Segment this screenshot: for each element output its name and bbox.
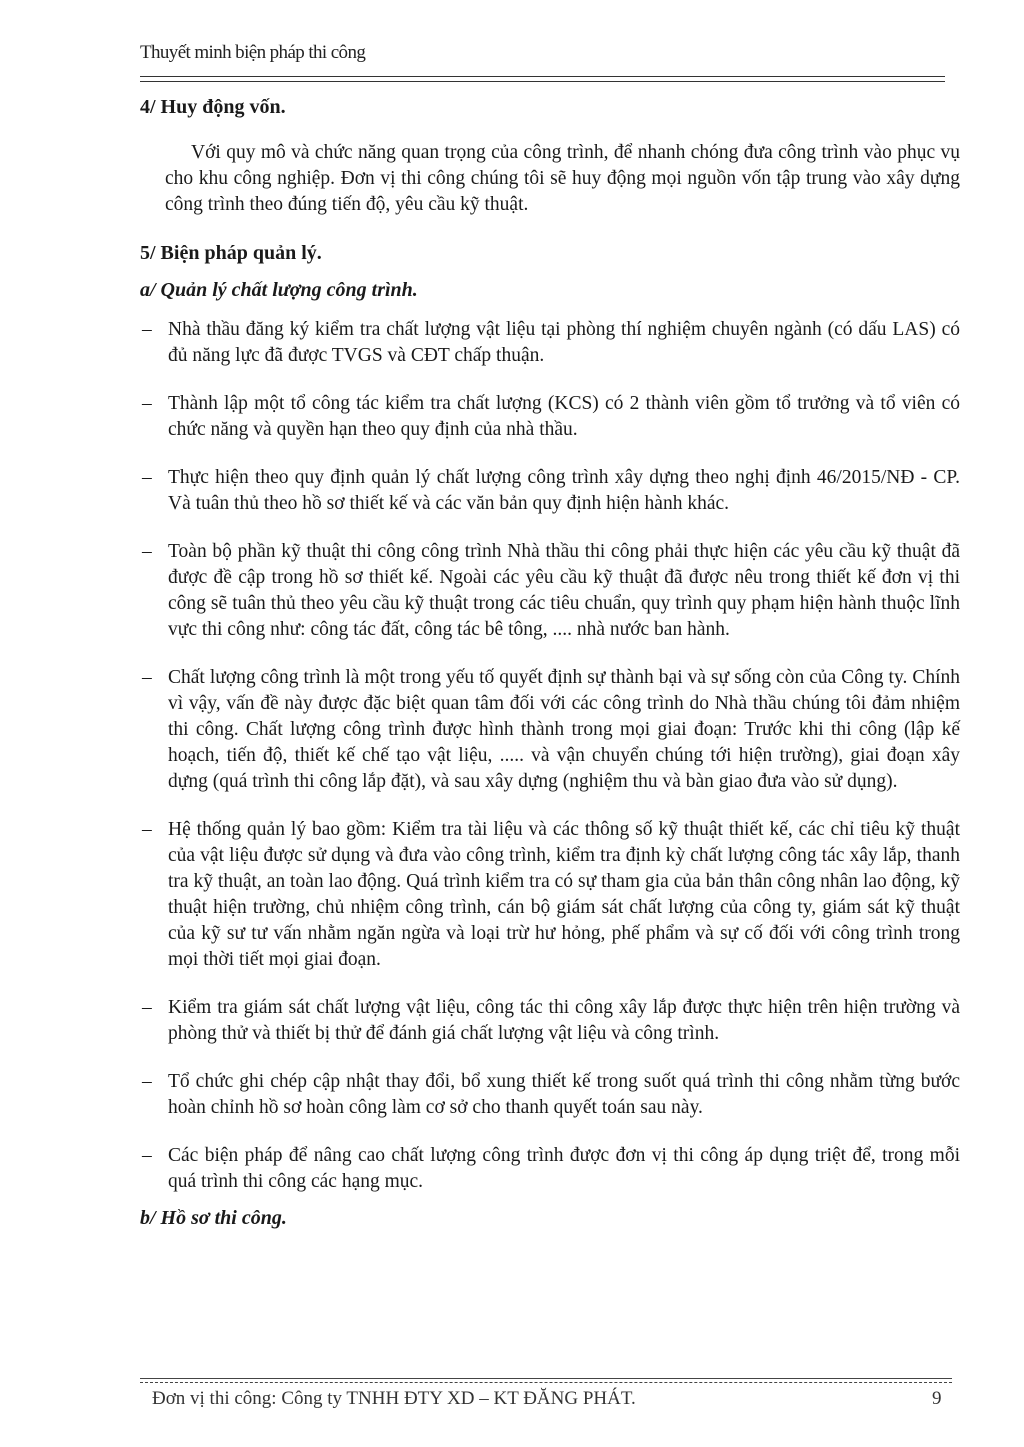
list-item: [140, 995, 960, 1047]
bullet-dash: –: [142, 1145, 152, 1166]
bullet-dash: –: [142, 541, 152, 562]
list-item-text: Chất lượng công trình là một trong yếu tố quyết định sự thành bại và sự sống còn của Công ty. Chính vì vậy, vấn đề này được đặc biệt quan tâm đối với các công trình do Nhà thầu chúng tôi đảm nhiệm thi công. Chất lượng công trình được hình thành trong mọi giai đoạn: Trước khi thi công (lập kế hoạch, tiến độ, thiết kế chế tạo vật liệu, ..... và vận chuyển chúng tới hiện trường), giai đoạn xây dựng (quá trình thi công lắp đặt), và sau xây dựng (nghiệm thu và bàn giao đưa vào sử dụng).: [168, 667, 960, 792]
bullet-dash: –: [142, 319, 152, 340]
list-item: [140, 391, 960, 443]
header-rule-bottom: [140, 81, 945, 82]
list-item: [140, 817, 960, 973]
footer-rule-bottom: [140, 1382, 952, 1383]
bullet-dash: –: [142, 1071, 152, 1092]
list-item-text: Kiểm tra giám sát chất lượng vật liệu, công tác thi công xây lắp được thực hiện trên hiện trường và phòng thử và thiết bị thử để đánh giá chất lượng vật liệu và công trình.: [168, 997, 960, 1044]
list-item: [140, 539, 960, 643]
quality-management-list: [140, 317, 960, 1195]
page-header-title: Thuyết minh biện pháp thi công: [140, 42, 366, 63]
page-number: 9: [932, 1388, 942, 1409]
bullet-dash: –: [142, 997, 152, 1018]
list-item: [140, 1069, 960, 1121]
footer-company-text: Đơn vị thi công: Công ty TNHH ĐTY XD – KT ĐĂNG PHÁT.: [152, 1388, 636, 1409]
list-item-text: Thực hiện theo quy định quản lý chất lượng công trình xây dựng theo nghị định 46/2015/NĐ - CP. Và tuân thủ theo hồ sơ thiết kế và các văn bản quy định hiện hành khác.: [168, 467, 960, 514]
bullet-dash: –: [142, 667, 152, 688]
list-item-text: Hệ thống quản lý bao gồm: Kiểm tra tài liệu và các thông số kỹ thuật thiết kế, các chỉ tiêu kỹ thuật của vật liệu được sử dụng và đưa vào công trình, kiểm tra định kỳ chất lượng công tác xây lắp, thanh tra kỹ thuật, an toàn lao động. Quá trình kiểm tra có sự tham gia của bản thân công nhân lao động, kỹ thuật hiện trường, chủ nhiệm công trình, cán bộ giám sát chất lượng của công ty, giám sát kỹ thuật của kỹ sư tư vấn nhằm ngăn ngừa và loại trừ hư hỏng, phế phẩm và sự cố đối với công trình trong mọi thời tiết mọi giai đoạn.: [168, 819, 960, 970]
section-5-heading: 5/ Biện pháp quản lý.: [140, 242, 322, 264]
bullet-dash: –: [142, 393, 152, 414]
bullet-dash: –: [142, 467, 152, 488]
section-4-heading: 4/ Huy động vốn.: [140, 96, 286, 118]
section-5a-heading: a/ Quản lý chất lượng công trình.: [140, 279, 418, 301]
section-5b-heading: b/ Hồ sơ thi công.: [140, 1207, 287, 1229]
list-item-text: Nhà thầu đăng ký kiểm tra chất lượng vật liệu tại phòng thí nghiệm chuyên ngành (có dấu LAS) có đủ năng lực đã được TVGS và CĐT chấp thuận.: [168, 319, 960, 366]
document-body: [140, 90, 960, 1231]
list-item: [140, 1143, 960, 1195]
list-item-text: Tổ chức ghi chép cập nhật thay đổi, bổ xung thiết kế trong suốt quá trình thi công nhằm từng bước hoàn chỉnh hồ sơ hoàn công làm cơ sở cho thanh quyết toán sau này.: [168, 1071, 960, 1118]
bullet-dash: –: [142, 819, 152, 840]
list-item-text: Các biện pháp để nâng cao chất lượng công trình được đơn vị thi công áp dụng triệt để, trong mỗi quá trình thi công các hạng mục.: [168, 1145, 960, 1192]
list-item: [140, 317, 960, 369]
footer-rule-top: [140, 1378, 952, 1379]
list-item-text: Thành lập một tổ công tác kiểm tra chất lượng (KCS) có 2 thành viên gồm tổ trưởng và tổ viên có chức năng và quyền hạn theo quy định của nhà thầu.: [168, 393, 960, 440]
list-item: [140, 465, 960, 517]
list-item-text: Toàn bộ phần kỹ thuật thi công công trình Nhà thầu thi công phải thực hiện các yêu cầu kỹ thuật đã được đề cập trong hồ sơ thiết kế. Ngoài các yêu cầu kỹ thuật đã được nêu trong thiết kế đơn vị thi công sẽ tuân thủ theo yêu cầu kỹ thuật trong các tiêu chuẩn, quy trình quy phạm hiện hành thuộc lĩnh vực thi công như: công tác đất, công tác bê tông, .... nhà nước ban hành.: [168, 541, 960, 640]
list-item: [140, 665, 960, 795]
header-rule-top: [140, 76, 945, 77]
section-4-paragraph: Với quy mô và chức năng quan trọng của công trình, để nhanh chóng đưa công trình vào phục vụ cho khu công nghiệp. Đơn vị thi công chúng tôi sẽ huy động mọi nguồn vốn tập trung vào xây dựng công trình theo đúng tiến độ, yêu cầu kỹ thuật.: [165, 142, 960, 215]
